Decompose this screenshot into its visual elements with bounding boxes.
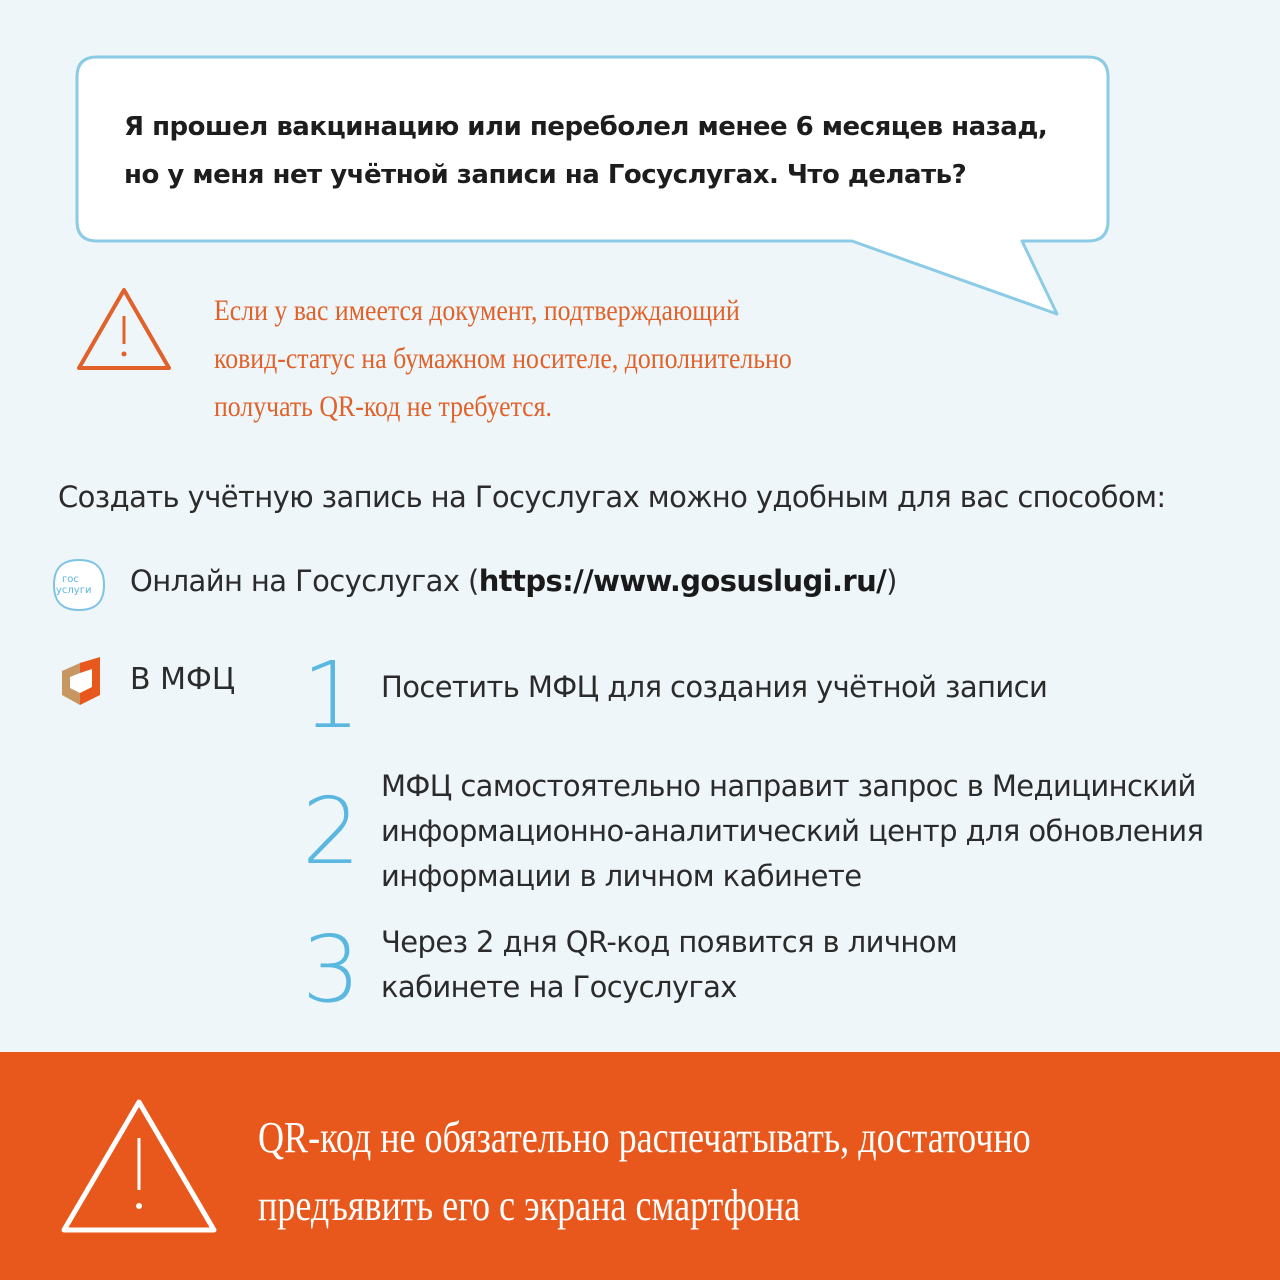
question-text bbox=[124, 103, 1084, 199]
step-text bbox=[381, 920, 1241, 1010]
question-line: Я прошел вакцинацию или переболел менее 6 месяцев назад, bbox=[124, 112, 1048, 142]
paper-document-note bbox=[214, 287, 816, 431]
note-line: получать QR-код не требуется. bbox=[214, 390, 552, 423]
warning-triangle-icon bbox=[74, 286, 174, 376]
footer-line: QR-код не обязательно распечатывать, достаточно bbox=[258, 1113, 1031, 1162]
step-text bbox=[381, 665, 1241, 710]
footer-text bbox=[258, 1104, 1031, 1240]
gosuslugi-logo-text: услуги bbox=[56, 585, 92, 596]
online-suffix: ) bbox=[886, 564, 897, 598]
online-prefix: Онлайн на Госуслугах ( bbox=[130, 564, 479, 598]
step-line: МФЦ самостоятельно направит запрос в Медицинский bbox=[381, 769, 1196, 803]
online-option bbox=[130, 564, 897, 598]
step-line: Посетить МФЦ для создания учётной записи bbox=[381, 670, 1048, 704]
step-number: 1 bbox=[302, 642, 361, 749]
step-number: 3 bbox=[302, 916, 361, 1023]
mfc-option-label: В МФЦ bbox=[130, 662, 236, 697]
step-line: кабинете на Госуслугах bbox=[381, 970, 737, 1004]
step-line: информации в личном кабинете bbox=[381, 859, 862, 893]
step-line: Через 2 дня QR-код появится в личном bbox=[381, 925, 958, 959]
gosuslugi-logo bbox=[52, 558, 106, 612]
question-line: но у меня нет учётной записи на Госуслугах. Что делать? bbox=[124, 160, 967, 190]
mfc-logo bbox=[58, 655, 104, 707]
step-text bbox=[381, 764, 1241, 899]
step-number: 2 bbox=[302, 778, 361, 885]
gosuslugi-link[interactable]: https://www.gosuslugi.ru/ bbox=[478, 564, 887, 598]
footer-line: предъявить его с экрана смартфона bbox=[258, 1181, 801, 1230]
note-line: Если у вас имеется документ, подтверждающий bbox=[214, 294, 740, 327]
note-line: ковид-статус на бумажном носителе, дополнительно bbox=[214, 342, 792, 375]
warning-triangle-icon bbox=[60, 1098, 218, 1236]
step-line: информационно-аналитический центр для обновления bbox=[381, 814, 1204, 848]
gosuslugi-logo-text: гос bbox=[62, 574, 79, 585]
intro-text: Создать учётную запись на Госуслугах можно удобным для вас способом: bbox=[58, 480, 1166, 514]
